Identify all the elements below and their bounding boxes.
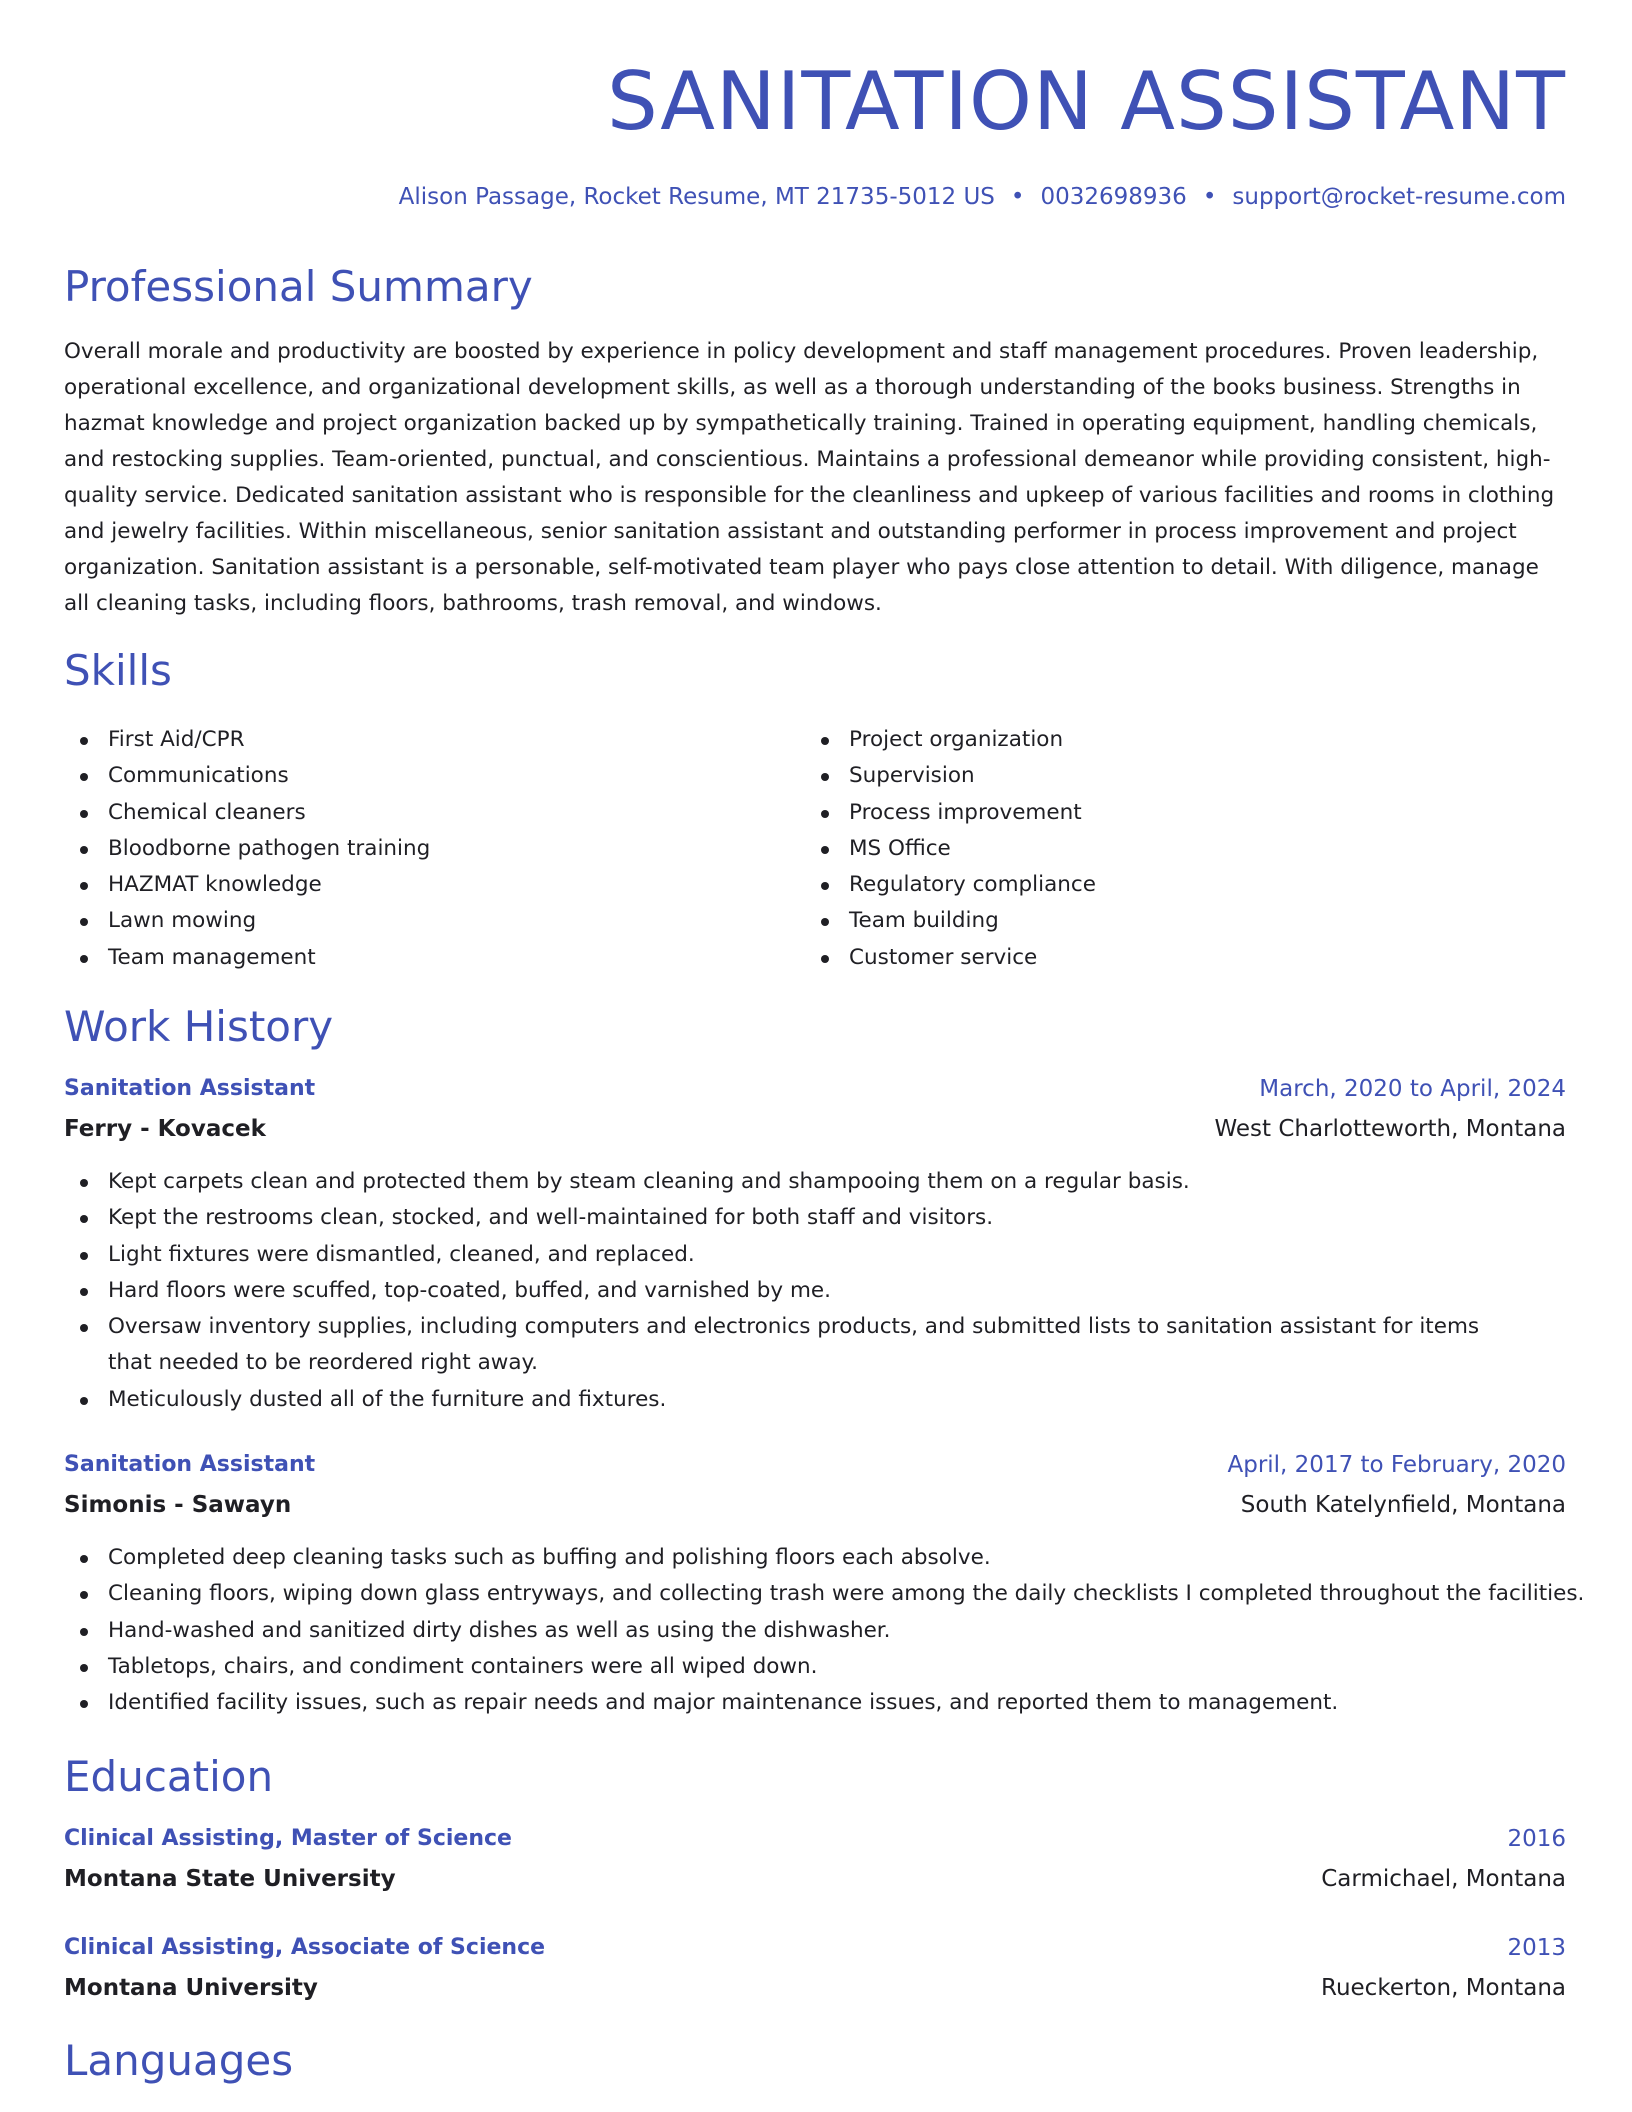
graduation-year: 2013 [1507, 1935, 1566, 1961]
graduation-year: 2016 [1507, 1826, 1566, 1852]
resume-title: SANITATION ASSISTANT [606, 55, 1566, 148]
job-duty: Tabletops, chairs, and condiment containers were all wiped down. [64, 1649, 1566, 1685]
skill-item: Team building [805, 903, 1096, 939]
skill-item: Regulatory compliance [805, 867, 1096, 903]
degree-title: Clinical Assisting, Master of Science [64, 1826, 512, 1851]
job-duty: Light fixtures were dismantled, cleaned, and replaced. [64, 1237, 1566, 1273]
skills-list-left [64, 722, 430, 976]
skill-item: Process improvement [805, 795, 1096, 831]
section-heading-summary: Professional Summary [64, 262, 533, 311]
job-duty: Hard floors were scuffed, top-coated, buffed, and varnished by me. [64, 1273, 1566, 1309]
skill-item: Supervision [805, 758, 1096, 794]
contact-line [399, 182, 1566, 212]
address: Alison Passage, Rocket Resume, MT 21735-5012 US [398, 184, 995, 210]
skill-item: Customer service [805, 940, 1096, 976]
company-name: Ferry - Kovacek [64, 1116, 266, 1142]
job-dates: April, 2017 to February, 2020 [1227, 1452, 1566, 1478]
job-duty: Identified facility issues, such as repair needs and major maintenance issues, and reported them to management. [64, 1685, 1566, 1721]
job-location: West Charlotteworth, Montana [1214, 1116, 1566, 1142]
skill-item: First Aid/CPR [64, 722, 430, 758]
job-duties-list [64, 1164, 1566, 1418]
education-header [64, 1931, 1566, 1967]
job-location: South Katelynfield, Montana [1240, 1492, 1566, 1518]
skill-item: MS Office [805, 831, 1096, 867]
job-duty: Completed deep cleaning tasks such as buffing and polishing floors each absolve. [64, 1540, 1566, 1576]
section-heading-education: Education [64, 1752, 274, 1801]
company-name: Simonis - Sawayn [64, 1492, 292, 1518]
job-company-row [64, 1488, 1566, 1524]
school-name: Montana State University [64, 1866, 396, 1892]
section-heading-languages: Languages [64, 2036, 294, 2085]
job-duty: Meticulously dusted all of the furniture and fixtures. [64, 1382, 1566, 1418]
job-company-row [64, 1112, 1566, 1148]
email-address[interactable]: support@rocket-resume.com [1232, 184, 1566, 210]
skill-item: Lawn mowing [64, 903, 430, 939]
skill-item: Bloodborne pathogen training [64, 831, 430, 867]
job-duty: Hand-washed and sanitized dirty dishes as well as using the dishwasher. [64, 1613, 1566, 1649]
job-duty: Cleaning floors, wiping down glass entryways, and collecting trash were among the daily checklists I completed throughout the facilities. [64, 1576, 1566, 1612]
phone-number: 0032698936 [1040, 184, 1187, 210]
skill-item: Communications [64, 758, 430, 794]
section-heading-skills: Skills [64, 646, 172, 695]
job-duty: Oversaw inventory supplies, including computers and electronics products, and submitted lists to sanitation assistant for items that needed to be reordered right away. [64, 1309, 1566, 1382]
summary-text: Overall morale and productivity are boosted by experience in policy development and staff management procedures. Proven leadership, operational excellence, and organizational development skills, as well as a thorough understanding of the books business. Strengths in hazmat knowledge and project organization backed up by sympathetically training. Trained in operating equipment, handling chemicals, and restocking supplies. Team-oriented, punctual, and conscientious. Maintains a professional demeanor while providing consistent, high-quality service. Dedicated sanitation assistant who is responsible for the cleanliness and upkeep of various facilities and rooms in clothing and jewelry facilities. Within miscellaneous, senior sanitation assistant and outstanding performer in process improvement and project organization. Sanitation assistant is a personable, self-motivated team player who pays close attention to detail. With diligence, manage all cleaning tasks, including floors, bathrooms, trash removal, and windows. [64, 339, 1555, 616]
skill-item: HAZMAT knowledge [64, 867, 430, 903]
job-duty: Kept the restrooms clean, stocked, and well-maintained for both staff and visitors. [64, 1200, 1566, 1236]
school-location: Rueckerton, Montana [1321, 1975, 1566, 2001]
skills-list-right [805, 722, 1096, 976]
job-duties-list [64, 1540, 1585, 1721]
section-heading-work-history: Work History [64, 1002, 334, 1051]
skill-item: Chemical cleaners [64, 795, 430, 831]
job-title: Sanitation Assistant [64, 1452, 316, 1477]
education-header [64, 1822, 1566, 1858]
skill-item: Project organization [805, 722, 1096, 758]
job-title: Sanitation Assistant [64, 1076, 316, 1101]
degree-title: Clinical Assisting, Associate of Science [64, 1935, 546, 1960]
school-location: Carmichael, Montana [1321, 1866, 1566, 1892]
job-header [64, 1448, 1566, 1484]
education-school-row [64, 1862, 1566, 1898]
school-name: Montana University [64, 1975, 318, 2001]
job-header [64, 1072, 1566, 1108]
contact-separator: • [1202, 184, 1217, 210]
job-duty: Kept carpets clean and protected them by steam cleaning and shampooing them on a regular basis. [64, 1164, 1566, 1200]
skill-item: Team management [64, 940, 430, 976]
education-school-row [64, 1971, 1566, 2007]
job-dates: March, 2020 to April, 2024 [1259, 1076, 1566, 1102]
contact-separator: • [1010, 184, 1025, 210]
